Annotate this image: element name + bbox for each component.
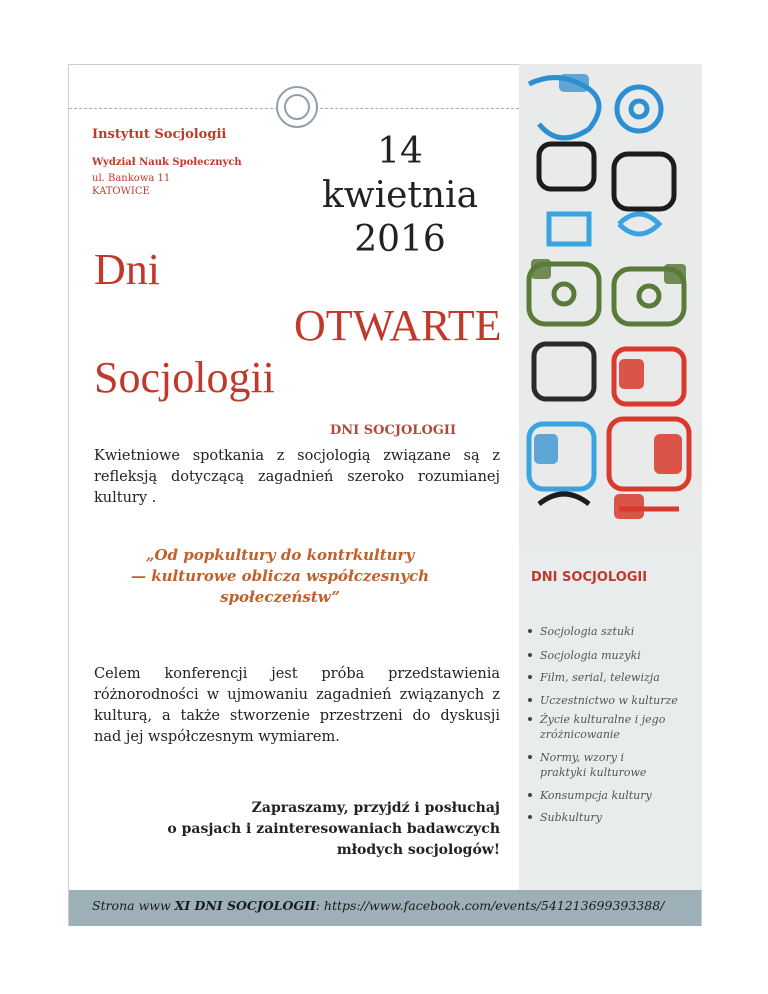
list-item: Uczestnictwo w kulturze bbox=[540, 693, 700, 708]
quote-line-2: — kulturowe oblicza współczesnych bbox=[130, 567, 430, 585]
invite-line-3: młodych socjologów! bbox=[336, 842, 500, 858]
footer-link[interactable]: : https://www.facebook.com/events/541213699393388/ bbox=[315, 898, 665, 913]
bullet-icon bbox=[528, 717, 532, 721]
sidebar-heading: DNI SOCJOLOGII bbox=[531, 570, 648, 585]
title-word-socjologii: Socjologii bbox=[94, 353, 275, 402]
intro-paragraph: Kwietniowe spotkania z socjologią związane są z refleksją dotyczącą zagadnień szeroko rozumianej kultury . bbox=[94, 448, 500, 506]
bullet-icon bbox=[528, 629, 532, 633]
binder-ring-icon bbox=[276, 86, 318, 128]
bullet-icon bbox=[528, 793, 532, 797]
footer-prefix: Strona www bbox=[92, 898, 175, 913]
mayan-glyphs-image bbox=[519, 64, 702, 548]
event-date-day: 14 kwietnia bbox=[321, 131, 479, 216]
quote-line-3: społeczeństw” bbox=[220, 588, 340, 606]
address-city: KATOWICE bbox=[92, 186, 150, 197]
invite-line-1: Zapraszamy, przyjdź i posłuchaj bbox=[251, 800, 500, 816]
department-name: Wydział Nauk Społecznych bbox=[92, 157, 242, 168]
event-date-year: 2016 bbox=[354, 219, 446, 260]
section-heading: DNI SOCJOLOGII bbox=[330, 423, 457, 438]
quote-line-1: „Od popkultury do kontrkultury bbox=[145, 546, 415, 564]
list-item: Film, serial, telewizja bbox=[540, 670, 700, 685]
title-word-otwarte: OTWARTE bbox=[294, 301, 502, 350]
bullet-icon bbox=[528, 815, 532, 819]
list-item: Socjologia muzyki bbox=[540, 648, 700, 663]
bullet-icon bbox=[528, 653, 532, 657]
list-item: Subkultury bbox=[540, 810, 700, 825]
event-date bbox=[300, 130, 500, 262]
title-word-dni: Dni bbox=[94, 245, 160, 294]
footer-event-name: XI DNI SOCJOLOGII bbox=[174, 898, 316, 913]
invite-line-2: o pasjach i zainteresowaniach badawczych bbox=[167, 821, 500, 837]
institute-name: Instytut Socjologii bbox=[92, 127, 227, 142]
list-item: Normy, wzory i praktyki kulturowe bbox=[540, 750, 670, 780]
address-street: ul. Bankowa 11 bbox=[92, 173, 171, 184]
invitation-text bbox=[94, 798, 500, 861]
bullet-icon bbox=[528, 675, 532, 679]
list-item: Życie kulturalne i jego zróżnicowanie bbox=[540, 712, 670, 742]
bullet-icon bbox=[528, 755, 532, 759]
purpose-paragraph: Celem konferencji jest próba przedstawienia różnorodności w ujmowaniu zagadnień związanych z kulturą, a także stworzenie przestrzeni do dyskusji nad jej współczesnym wymiarem. bbox=[94, 666, 500, 745]
list-item: Konsumpcja kultury bbox=[540, 788, 700, 803]
bullet-icon bbox=[528, 698, 532, 702]
glyphs-illustration bbox=[519, 64, 702, 548]
conference-title-quote bbox=[110, 545, 450, 608]
footer-text bbox=[92, 898, 712, 913]
list-item: Socjologia sztuki bbox=[540, 624, 700, 639]
